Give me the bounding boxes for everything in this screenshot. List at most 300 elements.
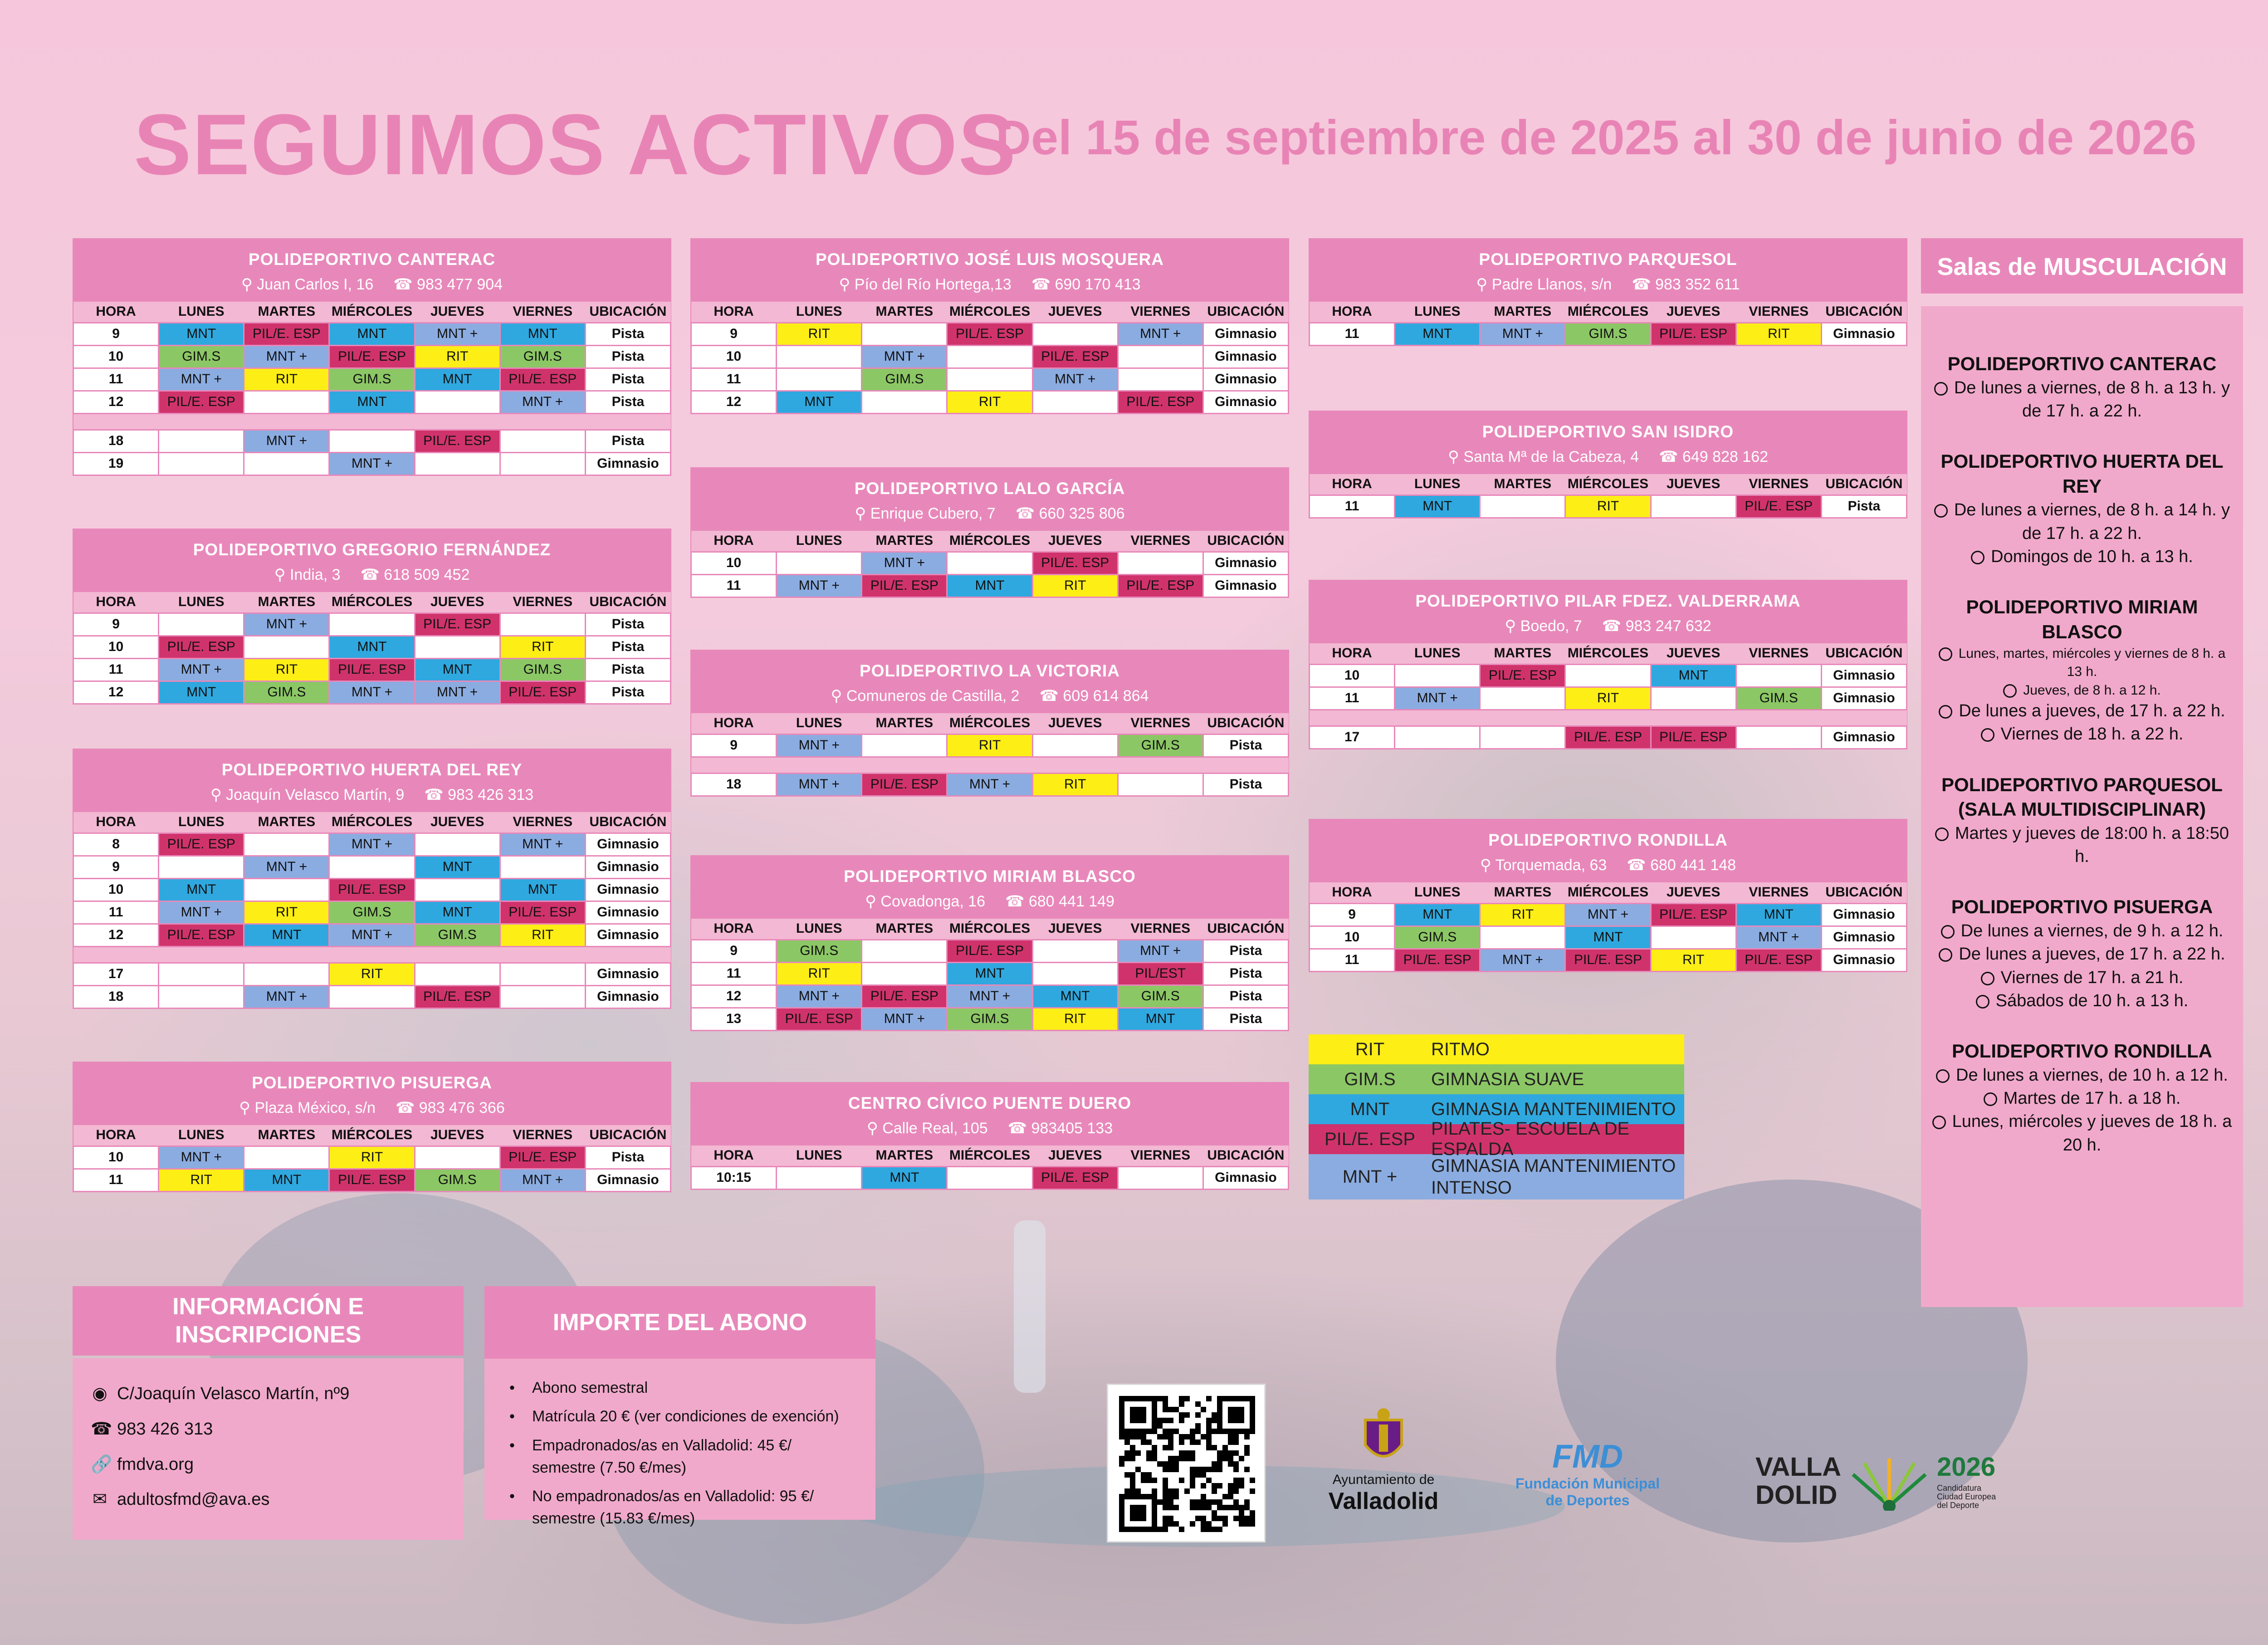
center-address: ⚲ Joaquín Velasco Martín, 9 (210, 786, 405, 803)
class-cell (244, 833, 329, 856)
class-cell: PIL/E. ESP (947, 323, 1032, 345)
column-header: LUNES (159, 302, 244, 323)
class-cell (1395, 664, 1480, 687)
column-header: UBICACIÓN (1821, 882, 1906, 903)
table-row (691, 985, 1289, 1008)
clock-icon (1976, 995, 1989, 1009)
schedule-table (73, 592, 671, 705)
column-header: HORA (691, 302, 777, 323)
class-cell (777, 345, 862, 368)
class-cell: MNT + (947, 985, 1032, 1008)
class-cell: PIL/E. ESP (777, 1008, 862, 1030)
class-cell: MNT + (500, 1169, 585, 1191)
class-cell: MNT (1032, 985, 1118, 1008)
center-header (73, 1062, 671, 1125)
column-header: VIERNES (1118, 531, 1203, 552)
center-name: POLIDEPORTIVO PARQUESOL (1479, 250, 1737, 269)
salas-hours: De lunes a viernes, de 10 h. a 12 h. (1930, 1064, 2234, 1087)
column-header: UBICACIÓN (1203, 919, 1288, 940)
column-header: MIÉRCOLES (329, 1125, 415, 1146)
column-header: LUNES (777, 531, 862, 552)
class-cell: PIL/E. ESP (500, 681, 585, 704)
class-cell: GIM.S (1565, 323, 1651, 345)
clock-icon (1981, 972, 1994, 985)
location-cell: Gimnasio (1821, 687, 1906, 710)
class-cell: MNT (244, 1169, 329, 1191)
salas-center-name: POLIDEPORTIVO MIRIAM BLASCO (1966, 596, 2198, 642)
gap-row (73, 413, 671, 430)
class-cell: MNT (862, 1166, 947, 1189)
hour-cell: 11 (73, 1169, 159, 1191)
center-phone: ☎ 983 426 313 (424, 786, 534, 803)
location-cell: Gimnasio (585, 856, 670, 878)
table-row (73, 681, 671, 704)
class-cell (329, 985, 415, 1008)
column-header: UBICACIÓN (585, 812, 670, 833)
class-cell (947, 368, 1032, 391)
column-header: MARTES (1480, 643, 1565, 664)
center-name: POLIDEPORTIVO PILAR FDEZ. VALDERRAMA (1415, 592, 1801, 610)
center-header (1309, 411, 1907, 474)
class-cell: PIL/E. ESP (500, 901, 585, 924)
class-cell (1118, 1166, 1203, 1189)
hour-cell: 11 (1310, 687, 1395, 710)
logo-year: 2026 (1937, 1452, 1996, 1482)
legend-mnt-plus: MNT + GIMNASIA MANTENIMIENTO INTENSO (1309, 1154, 1684, 1199)
center-phone: ☎ 618 509 452 (360, 566, 470, 583)
column-header: VIERNES (500, 592, 585, 613)
location-cell: Pista (585, 658, 670, 681)
clock-icon (1934, 504, 1948, 518)
class-cell: MNT (1395, 323, 1480, 345)
center-header (690, 650, 1289, 713)
column-header: JUEVES (415, 812, 500, 833)
table-row (73, 833, 671, 856)
class-cell (159, 452, 244, 475)
table-row (73, 368, 671, 391)
column-header: HORA (1310, 643, 1395, 664)
center-name: POLIDEPORTIVO HUERTA DEL REY (221, 760, 523, 779)
date-range: Del 15 de septiembre de 2025 al 30 de junio de 2026 (996, 110, 2197, 165)
class-cell: RIT (244, 901, 329, 924)
class-cell (1395, 726, 1480, 749)
legend-rit: RIT RITMO (1309, 1034, 1684, 1064)
legend-gims: GIM.S GIMNASIA SUAVE (1309, 1064, 1684, 1094)
class-cell: PIL/E. ESP (1480, 664, 1565, 687)
class-cell: RIT (500, 636, 585, 658)
table-row (73, 430, 671, 452)
location-cell: Pista (585, 430, 670, 452)
table-row (691, 368, 1289, 391)
center-phone: ☎ 609 614 864 (1039, 687, 1149, 705)
hour-cell: 10 (73, 636, 159, 658)
column-header: HORA (73, 592, 159, 613)
hour-cell: 10 (691, 552, 777, 574)
class-cell: PIL/E. ESP (500, 1146, 585, 1169)
location-cell: Pista (585, 391, 670, 413)
column-header: UBICACIÓN (1203, 713, 1288, 734)
class-cell: MNT + (1118, 940, 1203, 962)
class-cell (862, 391, 947, 413)
salas-block (1930, 773, 2234, 869)
class-cell (415, 391, 500, 413)
table-row (691, 391, 1289, 413)
class-cell: RIT (500, 924, 585, 946)
column-header: LUNES (1395, 643, 1480, 664)
ayto-line2: Valladolid (1328, 1488, 1439, 1514)
hour-cell: 11 (1310, 949, 1395, 971)
class-cell: MNT + (1480, 949, 1565, 971)
location-cell: Gimnasio (1203, 391, 1288, 413)
salas-hours: De lunes a jueves, de 17 h. a 22 h. (1930, 700, 2234, 723)
class-cell: PIL/E. ESP (1736, 949, 1821, 971)
location-cell: Pista (585, 613, 670, 636)
class-cell: GIM.S (862, 368, 947, 391)
clock-icon (1935, 827, 1949, 841)
location-cell: Pista (585, 345, 670, 368)
class-cell: MNT + (244, 345, 329, 368)
column-header: MARTES (244, 812, 329, 833)
class-cell: GIM.S (244, 681, 329, 704)
schedule-table (73, 812, 671, 1009)
clock-icon (1971, 551, 1984, 564)
salas-hours: Domingos de 10 h. a 13 h. (1930, 545, 2234, 568)
location-cell: Gimnasio (585, 924, 670, 946)
class-cell (244, 1146, 329, 1169)
schedule-table (73, 1125, 671, 1192)
center-name: POLIDEPORTIVO SAN ISIDRO (1482, 422, 1734, 441)
table-row (73, 345, 671, 368)
center-phone: ☎ 983 247 632 (1602, 617, 1711, 635)
class-cell (415, 1146, 500, 1169)
schedule-table (1309, 643, 1907, 749)
logo-dolid: DOLID (1755, 1480, 1838, 1510)
class-cell: GIM.S (329, 368, 415, 391)
info-email[interactable]: ✉ adultosfmd@ava.es (91, 1482, 445, 1518)
class-cell: PIL/E. ESP (1565, 726, 1651, 749)
column-header: MIÉRCOLES (329, 812, 415, 833)
class-cell: PIL/E. ESP (329, 1169, 415, 1191)
class-cell: RIT (415, 345, 500, 368)
qr-code-image (1119, 1396, 1255, 1532)
class-cell: MNT + (947, 773, 1032, 796)
class-cell: RIT (947, 391, 1032, 413)
class-cell: MNT + (1118, 323, 1203, 345)
class-cell: MNT + (777, 773, 862, 796)
salas-center-name: POLIDEPORTIVO PARQUESOL (SALA MULTIDISCIPLINAR) (1941, 774, 2223, 820)
class-cell: PIL/E. ESP (415, 613, 500, 636)
class-cell: MNT + (159, 368, 244, 391)
center-address: ⚲ Torquemada, 63 (1480, 857, 1607, 874)
column-header: MARTES (244, 592, 329, 613)
class-cell: RIT (1736, 323, 1821, 345)
hour-cell: 10 (691, 345, 777, 368)
class-cell: PIL/E. ESP (1032, 345, 1118, 368)
column-header: UBICACIÓN (1821, 643, 1906, 664)
schedule-table (690, 919, 1289, 1031)
location-cell: Pista (585, 1146, 670, 1169)
column-header: MIÉRCOLES (947, 302, 1032, 323)
location-cell: Pista (1203, 1008, 1288, 1030)
class-cell: MNT (1395, 903, 1480, 926)
column-header: HORA (1310, 882, 1395, 903)
column-header: MARTES (862, 919, 947, 940)
class-cell: MNT (947, 962, 1032, 985)
class-cell (159, 430, 244, 452)
column-header: VIERNES (500, 812, 585, 833)
salas-hours: De lunes a viernes, de 8 h. a 14 h. y de 17 h. a 22 h. (1930, 499, 2234, 545)
abono-item: • Matrícula 20 € (ver condiciones de exención) (509, 1405, 855, 1428)
center-name: POLIDEPORTIVO LA VICTORIA (860, 661, 1120, 680)
location-cell: Gimnasio (1203, 323, 1288, 345)
phone-icon: ☎ (91, 1419, 112, 1439)
class-cell: RIT (329, 963, 415, 985)
center-phone: ☎ 983405 133 (1007, 1120, 1113, 1137)
hour-cell: 9 (1310, 903, 1395, 926)
class-cell (500, 856, 585, 878)
table-row (691, 773, 1289, 796)
clock-icon (1934, 382, 1948, 396)
class-cell (500, 452, 585, 475)
class-cell: GIM.S (1395, 926, 1480, 949)
table-row (1310, 926, 1907, 949)
hour-cell: 18 (691, 773, 777, 796)
class-cell (777, 552, 862, 574)
clock-icon (1941, 925, 1955, 939)
location-cell: Gimnasio (1821, 726, 1906, 749)
location-cell: Gimnasio (585, 878, 670, 901)
class-cell (1565, 664, 1651, 687)
location-cell: Gimnasio (585, 963, 670, 985)
salas-center-name: POLIDEPORTIVO RONDILLA (1951, 1040, 2212, 1062)
ayto-line1: Ayuntamiento de (1332, 1472, 1435, 1487)
class-cell: MNT + (777, 574, 862, 597)
abono-title: IMPORTE DEL ABONO (484, 1286, 875, 1359)
qr-code[interactable] (1107, 1384, 1266, 1542)
class-cell: MNT + (500, 391, 585, 413)
salas-musculacion (1921, 238, 2243, 1307)
clock-icon (1939, 948, 1952, 962)
class-cell: MNT (1118, 1008, 1203, 1030)
hour-cell: 9 (73, 613, 159, 636)
schedule-table (1309, 474, 1907, 519)
column-header: VIERNES (1736, 302, 1821, 323)
center-address: ⚲ Comuneros de Castilla, 2 (831, 687, 1020, 705)
table-row (73, 856, 671, 878)
table-row (73, 1169, 671, 1191)
class-cell: RIT (244, 658, 329, 681)
salas-center-name: POLIDEPORTIVO PISUERGA (1951, 896, 2213, 918)
class-cell (244, 391, 329, 413)
class-cell: RIT (777, 323, 862, 345)
center-name: POLIDEPORTIVO JOSÉ LUIS MOSQUERA (816, 250, 1164, 269)
column-header: MIÉRCOLES (947, 531, 1032, 552)
column-header: HORA (691, 713, 777, 734)
center-phone: ☎ 983 477 904 (393, 276, 503, 293)
clock-icon (1939, 647, 1952, 661)
location-cell: Gimnasio (1821, 903, 1906, 926)
center-header (73, 529, 671, 592)
table-row (691, 552, 1289, 574)
center-address: ⚲ Juan Carlos I, 16 (241, 276, 374, 293)
table-row (691, 940, 1289, 962)
class-cell: PIL/E. ESP (415, 985, 500, 1008)
class-cell: MNT + (777, 734, 862, 757)
class-cell (947, 1166, 1032, 1189)
hour-cell: 10 (73, 345, 159, 368)
class-cell: MNT + (329, 833, 415, 856)
table-row (73, 878, 671, 901)
hour-cell: 11 (691, 574, 777, 597)
table-row (691, 734, 1289, 757)
class-cell: MNT + (1565, 903, 1651, 926)
class-cell (159, 613, 244, 636)
hour-cell: 11 (1310, 323, 1395, 345)
class-cell (1651, 687, 1736, 710)
class-cell: MNT (159, 681, 244, 704)
center-phone: ☎ 690 170 413 (1031, 276, 1141, 293)
hour-cell: 8 (73, 833, 159, 856)
table-row (1310, 495, 1907, 518)
table-row (73, 1146, 671, 1169)
class-cell: GIM.S (415, 1169, 500, 1191)
column-header: UBICACIÓN (585, 1125, 670, 1146)
table-row (73, 452, 671, 475)
table-row (1310, 323, 1907, 345)
table-row (691, 345, 1289, 368)
column-header: MARTES (862, 302, 947, 323)
location-cell: Pista (1203, 734, 1288, 757)
schedule-table (1309, 882, 1907, 972)
abono-item: • Abono semestral (509, 1377, 855, 1399)
center-card (1309, 580, 1907, 749)
fmd-line1: Fundación Municipal (1515, 1475, 1660, 1492)
hour-cell: 10 (73, 1146, 159, 1169)
hour-cell: 11 (691, 962, 777, 985)
location-cell: Pista (1203, 940, 1288, 962)
center-card (690, 650, 1289, 797)
class-cell: RIT (1565, 687, 1651, 710)
center-header (690, 855, 1289, 919)
column-header: MARTES (244, 1125, 329, 1146)
hour-cell: 10:15 (691, 1166, 777, 1189)
class-cell: PIL/EST (1118, 962, 1203, 985)
class-cell: RIT (1651, 949, 1736, 971)
bullet-icon: • (509, 1436, 515, 1454)
column-header: JUEVES (415, 592, 500, 613)
class-cell: PIL/E. ESP (159, 924, 244, 946)
column-header: JUEVES (1032, 1146, 1118, 1166)
column-header: LUNES (1395, 302, 1480, 323)
salas-hours: De lunes a jueves, de 17 h. a 22 h. (1930, 943, 2234, 966)
column-header: VIERNES (1736, 643, 1821, 664)
location-cell: Gimnasio (1203, 1166, 1288, 1189)
page-title: SEGUIMOS ACTIVOS (134, 97, 1017, 193)
table-row (73, 323, 671, 345)
class-cell (244, 878, 329, 901)
center-name: POLIDEPORTIVO CANTERAC (248, 250, 496, 269)
column-header: MARTES (1480, 474, 1565, 495)
class-cell: MNT (415, 368, 500, 391)
class-cell: MNT + (500, 833, 585, 856)
column-header: JUEVES (415, 1125, 500, 1146)
table-row (1310, 664, 1907, 687)
class-cell (777, 1166, 862, 1189)
class-cell: RIT (159, 1169, 244, 1191)
class-cell: PIL/E. ESP (862, 574, 947, 597)
class-cell: MNT + (415, 681, 500, 704)
class-cell (1651, 926, 1736, 949)
center-phone: ☎ 680 441 149 (1005, 893, 1114, 910)
hour-cell: 10 (1310, 664, 1395, 687)
location-cell: Gimnasio (585, 985, 670, 1008)
location-cell: Pista (1203, 962, 1288, 985)
table-row (691, 574, 1289, 597)
column-header: JUEVES (1032, 919, 1118, 940)
column-header: HORA (691, 1146, 777, 1166)
column-header: MIÉRCOLES (1565, 882, 1651, 903)
clock-icon (1939, 705, 1952, 719)
column-header: JUEVES (1651, 302, 1736, 323)
salas-hours: Jueves, de 8 h. a 12 h. (1930, 681, 2234, 700)
class-cell: RIT (947, 734, 1032, 757)
class-cell (1736, 664, 1821, 687)
gap-row (1310, 710, 1907, 726)
info-title: INFORMACIÓN E INSCRIPCIONES (73, 1286, 464, 1356)
table-row (1310, 687, 1907, 710)
class-cell: MNT + (862, 552, 947, 574)
class-cell (415, 963, 500, 985)
class-cell: MNT + (244, 985, 329, 1008)
table-row (73, 924, 671, 946)
column-header: MARTES (862, 531, 947, 552)
hour-cell: 11 (73, 368, 159, 391)
hour-cell: 19 (73, 452, 159, 475)
info-web[interactable]: 🔗 fmdva.org (91, 1447, 445, 1483)
salas-block (1930, 449, 2234, 568)
column-header: JUEVES (1032, 531, 1118, 552)
column-header: VIERNES (1118, 919, 1203, 940)
class-cell: MNT (777, 391, 862, 413)
class-cell (1118, 368, 1203, 391)
table-row (1310, 903, 1907, 926)
class-cell: MNT (1736, 903, 1821, 926)
class-cell (1480, 926, 1565, 949)
class-cell: PIL/E. ESP (1032, 1166, 1118, 1189)
location-cell: Gimnasio (1203, 574, 1288, 597)
class-cell: GIM.S (947, 1008, 1032, 1030)
coat-of-arms-icon (1356, 1406, 1411, 1470)
class-cell: MNT (1395, 495, 1480, 518)
schedule-table (73, 302, 671, 476)
class-cell (947, 345, 1032, 368)
center-card (1309, 411, 1907, 519)
ayuntamiento-logo (1315, 1406, 1452, 1515)
hour-cell: 13 (691, 1008, 777, 1030)
class-cell: RIT (1480, 903, 1565, 926)
class-cell (415, 452, 500, 475)
table-row (73, 658, 671, 681)
class-cell: MNT + (1736, 926, 1821, 949)
class-cell: MNT + (159, 901, 244, 924)
center-name: POLIDEPORTIVO MIRIAM BLASCO (844, 867, 1136, 886)
hour-cell: 9 (691, 940, 777, 962)
location-cell: Gimnasio (1203, 368, 1288, 391)
clock-icon (1932, 1116, 1946, 1129)
class-cell (1032, 323, 1118, 345)
center-header (1309, 238, 1907, 302)
center-card (1309, 819, 1907, 972)
